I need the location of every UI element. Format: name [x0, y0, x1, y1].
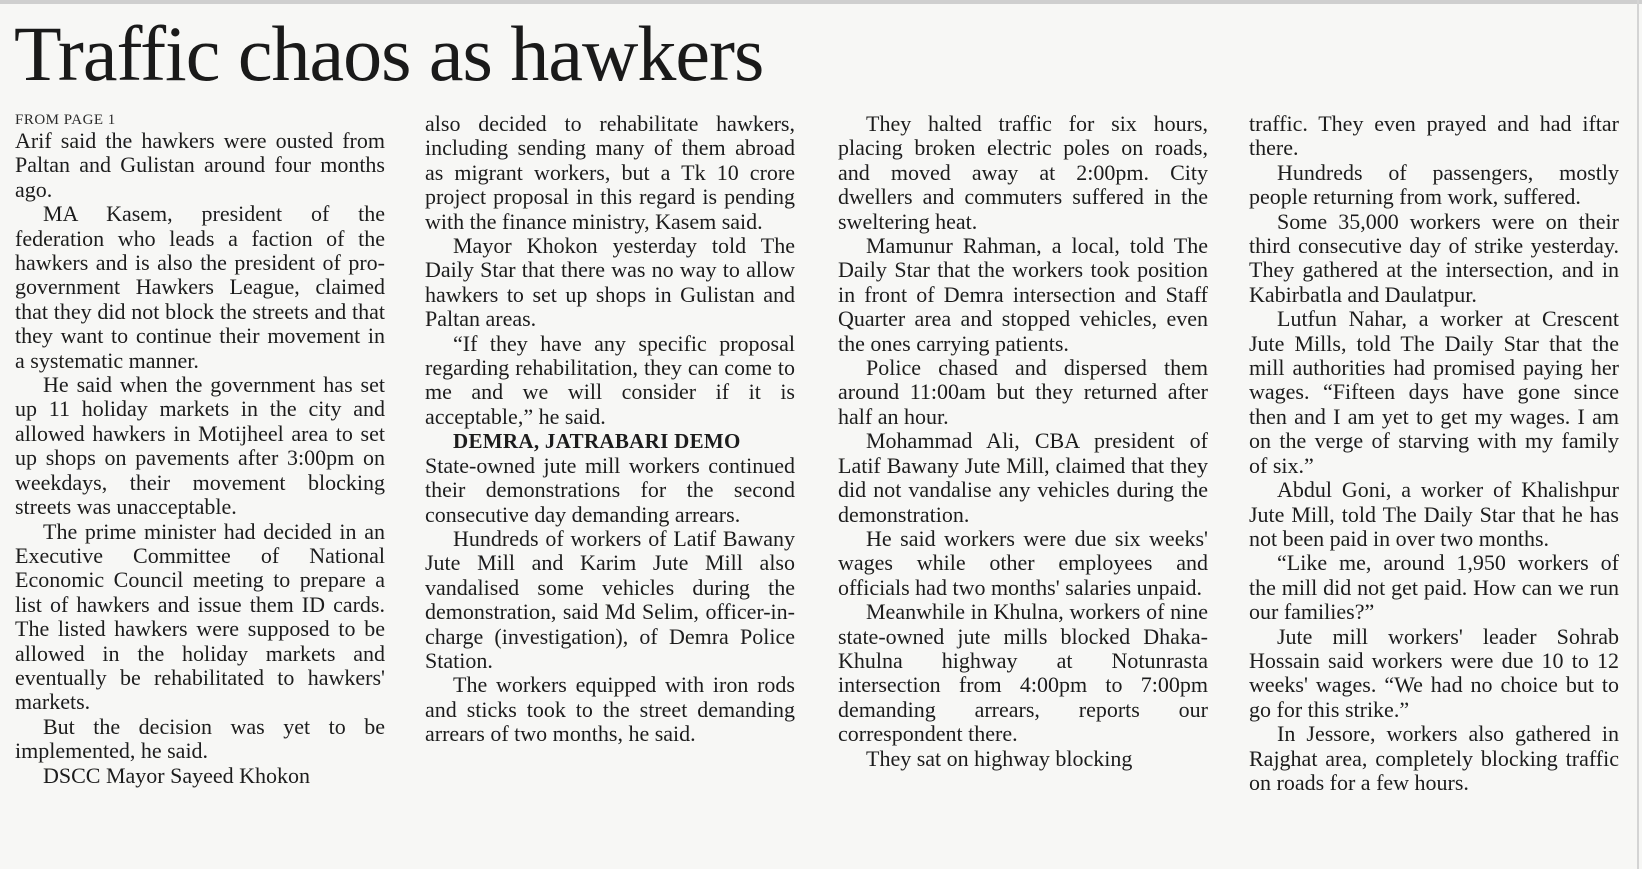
paragraph: The workers equipped with iron rods and sticks took to the street demanding arrears of two months, he said.: [425, 672, 795, 747]
paragraph: Some 35,000 workers were on their third consecutive day of strike yesterday. They gathered at the intersection, and in Kabirbatla and Daulatpur.: [1249, 208, 1619, 307]
paragraph: Hundreds of workers of Latif Bawany Jute Mill and Karim Jute Mill also vandalised some vehicles during the demonstration, said Md Selim, officer-in-charge (investigation), of Demra Police Station.: [425, 525, 795, 673]
paragraph: He said workers were due six weeks' wages while other employees and officials had two months' salaries unpaid.: [838, 525, 1208, 600]
paragraph: “Like me, around 1,950 workers of the mill did not get paid. How can we run our families?”: [1249, 550, 1619, 625]
paragraph: Mamunur Rahman, a local, told The Daily Star that the workers took position in front of Demra intersection and Staff Quarter area and stopped vehicles, even the ones carrying patients.: [838, 233, 1208, 356]
column-3: [838, 112, 1208, 864]
column-2: [425, 112, 795, 864]
paragraph: Mayor Khokon yesterday told The Daily Star that there was no way to allow hawkers to set up shops in Gulistan and Paltan areas.: [425, 233, 795, 332]
paragraph: But the decision was yet to be implemented, he said.: [15, 713, 385, 764]
paragraph: Abdul Goni, a worker of Khalishpur Jute Mill, told The Daily Star that he has not been paid in over two months.: [1249, 477, 1619, 551]
right-edge-rule: [1637, 0, 1639, 869]
column-1: [15, 112, 385, 864]
column-4: [1249, 112, 1619, 864]
headline: Traffic chaos as hawkers: [14, 10, 764, 97]
paragraph: In Jessore, workers also gathered in Rajghat area, completely blocking traffic on roads for a few hours.: [1249, 721, 1619, 795]
continuation-kicker: FROM PAGE 1: [15, 112, 116, 128]
paragraph: “If they have any specific proposal regarding rehabilitation, they can come to me and we will consider if it is acceptable,” he said.: [425, 330, 795, 429]
section-subhead: DEMRA, JATRABARI DEMO: [453, 429, 741, 454]
paragraph: Hundreds of passengers, mostly people returning from work, suffered.: [1249, 159, 1619, 210]
paragraph: traffic. They even prayed and had iftar there.: [1249, 112, 1619, 161]
paragraph: Jute mill workers' leader Sohrab Hossain said workers were due 10 to 12 weeks' wages. “We had no choice but to go for this strike.”: [1249, 623, 1619, 722]
paragraph: DSCC Mayor Sayeed Khokon: [43, 762, 311, 788]
paragraph: Meanwhile in Khulna, workers of nine state-owned jute mills blocked Dhaka-Khulna highway at Notunrasta intersection from 4:00pm to 7:00pm demanding arrears, reports our correspondent there.: [838, 599, 1208, 747]
paragraph: Police chased and dispersed them around 11:00am but they returned after half an hour.: [838, 355, 1208, 429]
paragraph: The prime minister had decided in an Executive Committee of National Economic Council meeting to prepare a list of hawkers and issue them ID cards. The listed hawkers were supposed to be allowed in the holiday markets and eventually be rehabilitated to hawkers' markets.: [15, 518, 385, 715]
paragraph: They halted traffic for six hours, placing broken electric poles on roads, and moved away at 2:00pm. City dwellers and commuters suffered in the sweltering heat.: [838, 112, 1208, 234]
paragraph: MA Kasem, president of the federation who leads a faction of the hawkers and is also the president of pro-government Hawkers League, claimed that they did not block the streets and that they want to continue their movement in a systematic manner.: [15, 201, 385, 373]
paragraph: State-owned jute mill workers continued their demonstrations for the second consecutive day demanding arrears.: [425, 452, 795, 527]
top-rule: [0, 0, 1642, 4]
paragraph: Arif said the hawkers were ousted from Paltan and Gulistan around four months ago.: [15, 128, 385, 202]
paragraph: Mohammad Ali, CBA president of Latif Bawany Jute Mill, claimed that they did not vandalise any vehicles during the demonstration.: [838, 428, 1208, 527]
paragraph: He said when the government has set up 11 holiday markets in the city and allowed hawkers in Motijheel area to set up shops on pavements after 3:00pm on weekdays, their movement blocking streets was unacceptable.: [15, 372, 385, 520]
paragraph: Lutfun Nahar, a worker at Crescent Jute Mills, told The Daily Star that the mill authorities had promised paying her wages. “Fifteen days have gone since then and I am yet to get my wages. I am on the verge of starving with my family of six.”: [1249, 306, 1619, 478]
paragraph: also decided to rehabilitate hawkers, including sending many of them abroad as migrant workers, but a Tk 10 crore project proposal in this regard is pending with the finance ministry, Kasem said.: [425, 112, 795, 234]
paragraph: They sat on highway blocking: [866, 745, 1133, 771]
